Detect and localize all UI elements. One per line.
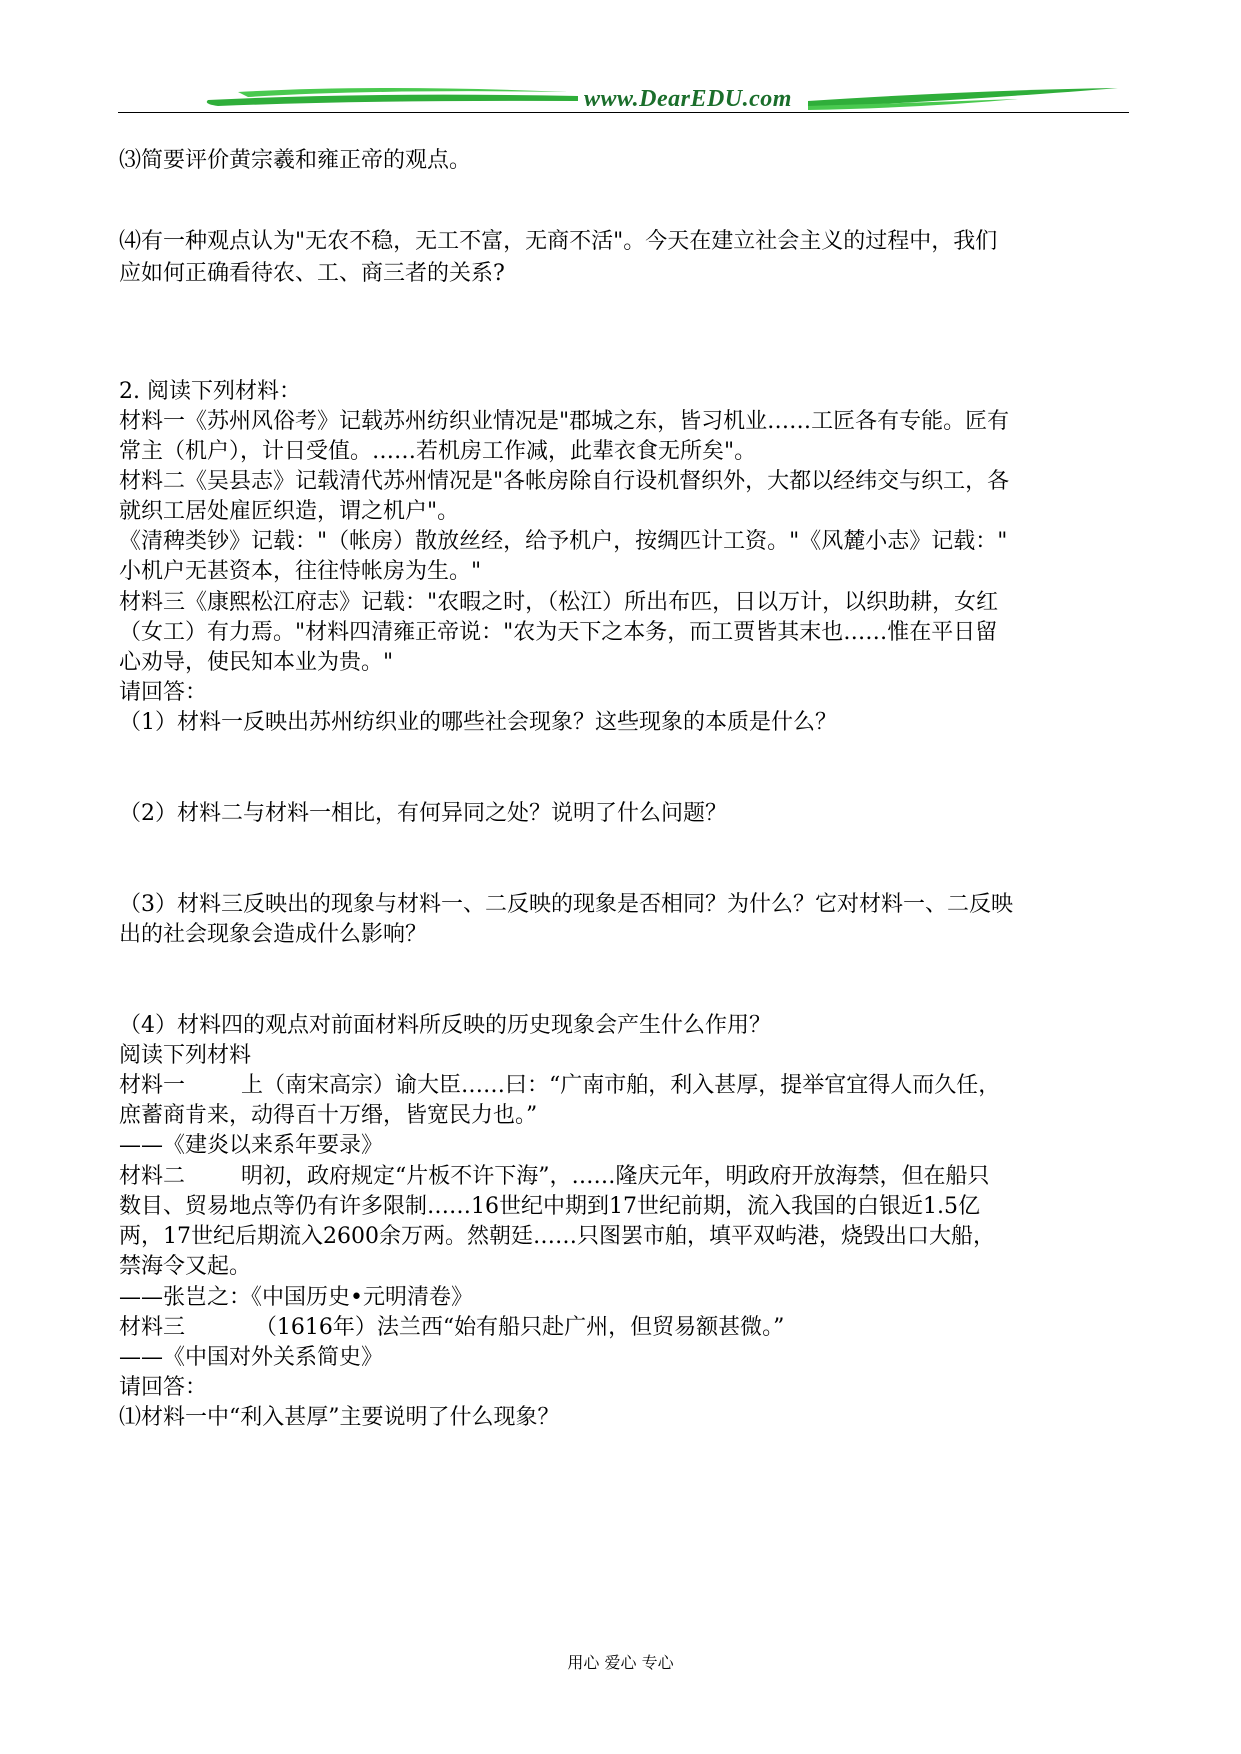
material-line: （女工）有力焉。"材料四清雍正帝说："农为天下之本务，而工贾皆其末也……惟在平日留 (119, 620, 998, 645)
citation-line: ——《建炎以来系年要录》 (119, 1133, 384, 1158)
material-line: 常主（机户），计日受值。……若机房工作减，此辈衣食无所矣"。 (119, 439, 757, 464)
page-footer: 用心 爱心 专心 (567, 1653, 674, 1672)
question-line: （4）材料四的观点对前面材料所反映的历史现象会产生什么作用？ (119, 1013, 771, 1038)
question-line: 出的社会现象会造成什么影响？ (119, 922, 428, 947)
material-line: 材料三《康熙松江府志》记载："农暇之时，（松江）所出布匹，日以万计，以织助耕，女红 (119, 590, 999, 615)
citation-line: ——张岂之：《中国历史•元明清卷》 (119, 1285, 473, 1310)
material-line: 材料二《吴县志》记载清代苏州情况是"各帐房除自行设机督织外，大都以经纬交与织工，各 (119, 469, 1010, 494)
material-line: 数目、贸易地点等仍有许多限制……16世纪中期到17世纪前期，流入我国的白银近1.5亿 (119, 1194, 980, 1219)
material-line: 庶蓄商肯来，动得百十万缗，皆宽民力也。” (119, 1103, 538, 1128)
question-line: （1）材料一反映出苏州纺织业的哪些社会现象？这些现象的本质是什么？ (119, 710, 837, 735)
question-line: 应如何正确看待农、工、商三者的关系? (119, 261, 505, 286)
citation-line: ——《中国对外关系简史》 (119, 1345, 384, 1370)
question-line: ⑴材料一中“利入甚厚”主要说明了什么现象？ (119, 1405, 560, 1430)
prompt-line: 请回答： (119, 1375, 208, 1400)
section-heading: 2. 阅读下列材料： (119, 379, 301, 404)
material-line: 材料三 （1616年）法兰西“始有船只赴广州，但贸易额甚微。” (119, 1315, 785, 1340)
material-line: 小机户无甚资本，往往恃帐房为生。" (119, 559, 482, 584)
header-logo-bar (118, 84, 1129, 120)
material-line: 心劝导，使民知本业为贵。" (119, 650, 394, 675)
material-line: 禁海令又起。 (119, 1254, 252, 1279)
material-line: 两，17世纪后期流入2600余万两。然朝廷……只图罢市舶，填平双屿港，烧毁出口大船， (119, 1224, 995, 1249)
section-heading: 阅读下列材料 (119, 1043, 252, 1068)
question-line: （2）材料二与材料一相比，有何异同之处？说明了什么问题？ (119, 801, 727, 826)
prompt-line: 请回答： (119, 680, 208, 705)
material-line: 材料一 上（南宋高宗）谕大臣……曰：“广南市舶，利入甚厚，提举官宜得人而久任， (119, 1073, 1001, 1098)
question-line: ⑷有一种观点认为"无农不稳，无工不富，无商不活"。今天在建立社会主义的过程中，我们 (119, 229, 998, 254)
material-line: 材料一《苏州风俗考》记载苏州纺织业情况是"郡城之东，皆习机业……工匠各有专能。匠有 (119, 409, 1010, 434)
site-logo[interactable]: www.DearEDU.com (584, 86, 792, 112)
material-line: 《清稗类钞》记载："（帐房）散放丝经，给予机户，按绸匹计工资。"《风麓小志》记载：" (119, 529, 1008, 554)
material-line: 就织工居处雇匠织造，谓之机户"。 (119, 499, 460, 524)
material-line: 材料二 明初，政府规定“片板不许下海”，……隆庆元年，明政府开放海禁，但在船只 (119, 1164, 990, 1189)
question-line: （3）材料三反映出的现象与材料一、二反映的现象是否相同？为什么？它对材料一、二反映 (119, 892, 1014, 917)
header-rule (118, 112, 1129, 113)
question-line: ⑶简要评价黄宗羲和雍正帝的观点。 (119, 148, 472, 173)
